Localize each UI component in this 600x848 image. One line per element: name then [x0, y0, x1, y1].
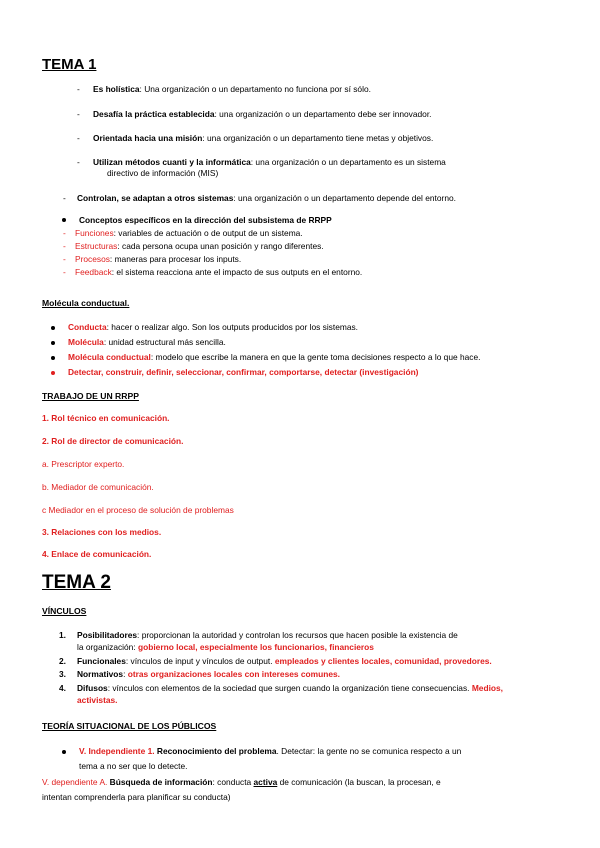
- list-item: 1. Rol técnico en comunicación.: [42, 413, 170, 423]
- dash-marker: -: [63, 267, 66, 277]
- list-item: a. Prescriptor experto.: [42, 459, 125, 469]
- list-item: Molécula: unidad estructural más sencilla.: [68, 337, 226, 347]
- list-item: Es holística: Una organización o un departamento no funciona por sí sólo.: [93, 84, 371, 94]
- bullet-dot: [51, 371, 55, 375]
- tema2-title: TEMA 2: [42, 572, 111, 593]
- list-item: Orientada hacia una misión: una organización o un departamento tiene metas y objetivos.: [93, 133, 434, 143]
- section-heading: Molécula conductual.: [42, 298, 130, 308]
- list-item-continuation: activistas.: [77, 695, 118, 705]
- tema1-title: TEMA 1: [42, 56, 97, 73]
- bullet-dot: [62, 218, 66, 222]
- list-item: Molécula conductual: modelo que escribe la manera en que la gente toma decisiones respecto a lo que hace.: [68, 352, 481, 362]
- list-item: b. Mediador de comunicación.: [42, 482, 154, 492]
- list-item: Normativos: otras organizaciones locales con intereses comunes.: [77, 669, 340, 679]
- list-item-continuation: la organización: gobierno local, especialmente los funcionarios, financieros: [77, 642, 374, 652]
- dash-marker: -: [77, 84, 80, 94]
- dash-marker: -: [63, 254, 66, 264]
- list-item: Difusos: vínculos con elementos de la sociedad que surgen cuando la organización tiene consecuencias. Medios,: [77, 683, 503, 693]
- paragraph: V. dependiente A. Búsqueda de información: conducta activa de comunicación (la buscan, la procesan, e: [42, 777, 441, 787]
- list-item: Conducta: hacer o realizar algo. Son los outputs producidos por los sistemas.: [68, 322, 359, 332]
- list-item: 3. Relaciones con los medios.: [42, 527, 162, 537]
- list-item: 4. Enlace de comunicación.: [42, 549, 152, 559]
- paragraph-continuation: intentan comprenderla para planificar su conducta): [42, 792, 231, 802]
- section-heading: TRABAJO DE UN RRPP: [42, 391, 139, 401]
- list-item: Estructuras: cada persona ocupa unan posición y rango diferentes.: [75, 241, 324, 251]
- section-heading: VÍNCULOS: [42, 606, 87, 616]
- dash-marker: -: [77, 133, 80, 143]
- list-item: Detectar, construir, definir, seleccionar, confirmar, comportarse, detectar (investigación): [68, 367, 419, 377]
- list-item: Funcionales: vínculos de input y vínculos de output. empleados y clientes locales, comunidad, provedores.: [77, 656, 492, 666]
- list-number: 3.: [59, 669, 66, 679]
- dash-marker: -: [63, 193, 66, 203]
- bullet-dot: [62, 750, 66, 754]
- list-item-continuation: tema a no ser que lo detecte.: [79, 761, 188, 771]
- list-item: V. Independiente 1. Reconocimiento del problema. Detectar: la gente no se comunica respecto a un: [79, 746, 462, 756]
- list-number: 1.: [59, 630, 66, 640]
- list-item: Utilizan métodos cuanti y la informática: una organización o un departamento es un sistema: [93, 157, 446, 167]
- dash-marker: -: [63, 228, 66, 238]
- list-item: Funciones: variables de actuación o de output de un sistema.: [75, 228, 303, 238]
- bullet-dot: [51, 341, 55, 345]
- dash-marker: -: [77, 109, 80, 119]
- list-item: Feedback: el sistema reacciona ante el impacto de sus outputs en el entorno.: [75, 267, 363, 277]
- list-number: 4.: [59, 683, 66, 693]
- bullet-dot: [51, 326, 55, 330]
- list-item-continuation: directivo de información (MIS): [107, 168, 219, 178]
- list-item: Procesos: maneras para procesar los inputs.: [75, 254, 242, 264]
- list-item: c Mediador en el proceso de solución de problemas: [42, 505, 234, 515]
- dash-marker: -: [63, 241, 66, 251]
- list-item: 2. Rol de director de comunicación.: [42, 436, 184, 446]
- controlan-item: Controlan, se adaptan a otros sistemas: una organización o un departamento depende del entorno.: [77, 193, 456, 203]
- list-item: Posibilitadores: proporcionan la autoridad y controlan los recursos que hacen posible la existencia de: [77, 630, 458, 640]
- bullet-dot: [51, 356, 55, 360]
- list-item: Desafía la práctica establecida: una organización o un departamento debe ser innovador.: [93, 109, 432, 119]
- conceptos-heading: Conceptos específicos en la dirección del subsistema de RRPP: [79, 215, 332, 225]
- list-number: 2.: [59, 656, 66, 666]
- section-heading: TEORÍA SITUACIONAL DE LOS PÚBLICOS: [42, 721, 217, 731]
- dash-marker: -: [77, 157, 80, 167]
